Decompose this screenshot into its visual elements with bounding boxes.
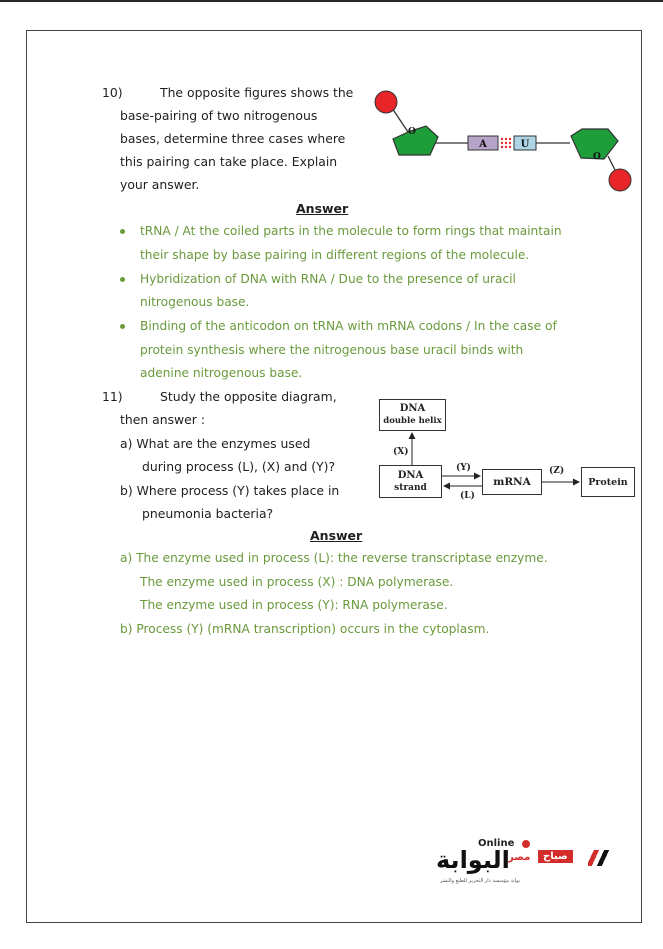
mrna-label: mRNA [493, 476, 531, 488]
q10-answer-3-line-1: Binding of the anticodon on tRNA with mRNA codons / In the case of [140, 319, 557, 333]
q10-answer-3-line-3: adenine nitrogenous base. [140, 366, 303, 380]
q10-answer-2-line-2: nitrogenous base. [140, 295, 250, 309]
label-z: (Z) [549, 466, 565, 476]
logo-brand-text: البوابة [436, 846, 510, 874]
logo-red-dot [522, 840, 530, 848]
hydrogen-bonds [501, 138, 511, 148]
dna-double-helix-subtitle: double helix [383, 416, 442, 426]
q11-line-2: then answer : [120, 412, 205, 427]
q11-answer-heading: Answer [310, 528, 363, 543]
label-x: (X) [393, 447, 409, 457]
label-y: (Y) [456, 463, 471, 473]
q11-line-4: during process (L), (X) and (Y)? [142, 459, 336, 474]
q10-number: 10) [102, 85, 123, 100]
uracil-label: U [520, 139, 530, 150]
logo-sabah-badge: صباح [538, 850, 573, 863]
right-sugar-oxygen: O [593, 152, 601, 162]
q11-answer-b: b) Process (Y) (mRNA transcription) occurs in the cytoplasm. [120, 622, 490, 636]
q11-line-3: a) What are the enzymes used [120, 436, 311, 451]
protein-label: Protein [588, 476, 628, 488]
q10-answer-3-line-2: protein synthesis where the nitrogenous base uracil binds with [140, 343, 524, 357]
left-phosphate-circle [375, 91, 397, 113]
base-pairing-figure [368, 88, 640, 194]
top-border-line [0, 0, 663, 2]
adenine-label: A [479, 139, 487, 150]
dna-double-helix-title: DNA [399, 403, 426, 414]
q10-line-5: your answer. [120, 177, 200, 192]
right-phosphate-circle [609, 169, 631, 191]
answer-bullet-1 [120, 229, 125, 234]
dna-strand-subtitle: strand [394, 482, 427, 493]
q11-answer-a-2: The enzyme used in process (X) : DNA polymerase. [140, 575, 454, 589]
q11-answer-a-3: The enzyme used in process (Y): RNA polymerase. [140, 598, 448, 612]
q10-answer-1-line-2: their shape by base pairing in different regions of the molecule. [140, 248, 530, 262]
answer-bullet-3 [120, 324, 125, 329]
q10-line-1: The opposite figures shows the [160, 85, 354, 100]
logo-slash-marks [588, 850, 610, 866]
q10-line-4: this pairing can take place. Explain [120, 154, 338, 169]
dna-strand-title: DNA [397, 469, 424, 481]
label-l: (L) [460, 491, 475, 501]
logo-tagline: بوابة مؤسسة دار التحرير للطبع والنشر [440, 878, 521, 884]
q10-answer-1-line-1: tRNA / At the coiled parts in the molecule to form rings that maintain [140, 224, 562, 238]
q10-line-2: base-pairing of two nitrogenous [120, 108, 318, 123]
logo-online-text: Online [478, 838, 515, 849]
logo [436, 838, 626, 896]
q10-answer-heading: Answer [296, 201, 349, 216]
q11-line-1: Study the opposite diagram, [160, 389, 337, 404]
q10-answer-2-line-1: Hybridization of DNA with RNA / Due to the presence of uracil [140, 272, 516, 286]
q11-line-5: b) Where process (Y) takes place in [120, 483, 340, 498]
q10-line-3: bases, determine three cases where [120, 131, 346, 146]
answer-bullet-2 [120, 277, 125, 282]
q11-line-6: pneumonia bacteria? [142, 506, 274, 521]
logo-masr-text: مصر [508, 852, 531, 863]
left-sugar-oxygen: O [408, 127, 416, 137]
q11-number: 11) [102, 389, 123, 404]
q11-answer-a-1: a) The enzyme used in process (L): the reverse transcriptase enzyme. [120, 551, 548, 565]
